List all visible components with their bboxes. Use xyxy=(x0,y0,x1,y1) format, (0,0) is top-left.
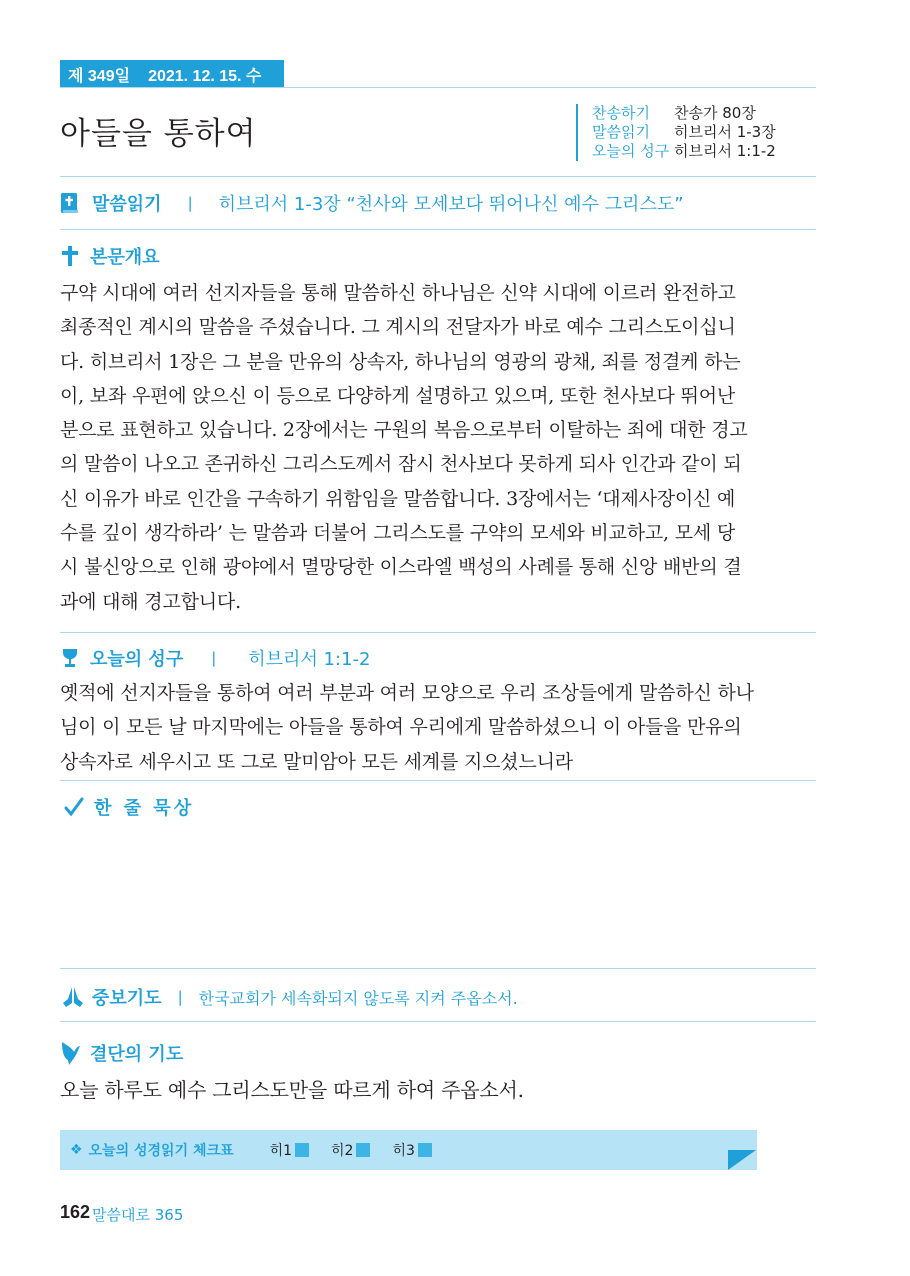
header-rule xyxy=(60,87,816,88)
decision-title: 결단의 기도 xyxy=(90,1044,184,1065)
info-row-verse xyxy=(592,142,776,161)
check-item-label: 히1 xyxy=(269,1143,292,1159)
summary-title: 본문개요 xyxy=(90,247,160,268)
date-tab xyxy=(60,60,284,88)
info-value: 히브리서 1-3장 xyxy=(674,123,776,141)
text-line: 신 이유가 바로 인간을 구속하기 위함임을 말씀합니다. 3장에서는 ‘대제사장이신 예 xyxy=(60,487,736,510)
check-item-3[interactable] xyxy=(392,1140,431,1160)
text-line: 시 불신앙으로 인해 광야에서 멸망당한 이스라엘 백성의 사례를 통해 신앙 배반의 결 xyxy=(60,556,742,579)
info-value: 찬송가 80장 xyxy=(674,104,756,122)
reading-reference: 히브리서 1-3장 “천사와 모세보다 뛰어나신 예수 그리스도” xyxy=(218,194,684,215)
text-line: 수를 깊이 생각하라’ 는 말씀과 더불어 그리스도를 구약의 모세와 비교하고, 모세 당 xyxy=(60,522,735,545)
checklist-title: 오늘의 성경읽기 체크표 xyxy=(88,1143,234,1159)
page-title: 아들을 통하여 xyxy=(60,116,257,152)
divider xyxy=(60,632,816,633)
checkbox[interactable] xyxy=(356,1143,370,1157)
intercession-title: 중보기도 xyxy=(92,988,162,1009)
verse-body xyxy=(60,676,816,779)
text-line: 님이 이 모든 날 마지막에는 아들을 통하여 우리에게 말씀하셨으니 이 아들을 만유의 xyxy=(60,716,742,739)
checkbox[interactable] xyxy=(418,1143,432,1157)
check-item-label: 히2 xyxy=(331,1143,354,1159)
text-line: 상속자로 세우시고 또 그로 말미암아 모든 세계를 지으셨느니라 xyxy=(60,750,573,773)
divider xyxy=(60,176,816,177)
reading-checklist-bar xyxy=(60,1130,757,1170)
verse-header xyxy=(60,645,370,671)
daily-info-box xyxy=(576,104,776,161)
meditation-title: 한 줄 묵상 xyxy=(94,798,195,819)
text-line: 최종적인 계시의 말씀을 주셨습니다. 그 계시의 전달자가 바로 예수 그리스도이십니 xyxy=(60,316,736,339)
text-line: 의 말씀이 나오고 존귀하신 그리스도께서 잠시 천사보다 못하게 되사 인간과 같이 되 xyxy=(60,453,742,476)
check-item-label: 히3 xyxy=(392,1143,415,1159)
date-text: 2021. 12. 15. 수 xyxy=(148,67,262,85)
info-value: 히브리서 1:1-2 xyxy=(674,142,776,160)
verse-reference: 히브리서 1:1-2 xyxy=(248,649,371,670)
page-curl-icon xyxy=(728,1150,756,1170)
verse-title: 오늘의 성구 xyxy=(90,649,184,670)
day-number: 제 349일 xyxy=(68,67,131,85)
diamond-bullet-icon: ❖ xyxy=(70,1142,83,1158)
chalice-icon xyxy=(60,647,80,669)
checkmark-icon xyxy=(64,796,84,818)
intercession-text: 한국교회가 세속화되지 않도록 지켜 주옵소서. xyxy=(198,988,518,1008)
meditation-header xyxy=(64,794,194,820)
check-item-1[interactable] xyxy=(270,1140,309,1160)
decision-header xyxy=(60,1040,183,1066)
checkbox[interactable] xyxy=(295,1143,309,1157)
decision-text: 오늘 하루도 예수 그리스도만을 따르게 하여 주옵소서. xyxy=(60,1078,524,1102)
text-line: 옛적에 선지자들을 통하여 여러 부분과 여러 모양으로 우리 조상들에게 말씀하신 하나 xyxy=(60,682,754,704)
text-line: 이, 보좌 우편에 앉으신 이 등으로 다양하게 설명하고 있으며, 또한 천사보다 뛰어난 xyxy=(60,384,735,407)
book-title: 말씀대로 365 xyxy=(92,1206,184,1224)
check-item-2[interactable] xyxy=(331,1140,370,1160)
meditation-writing-area[interactable] xyxy=(60,830,816,960)
divider xyxy=(60,780,816,781)
divider xyxy=(60,229,816,230)
info-row-hymn xyxy=(592,104,776,123)
separator: | xyxy=(187,194,193,212)
separator: | xyxy=(211,649,217,667)
summary-header xyxy=(60,243,160,269)
text-line: 다. 히브리서 1장은 그 분을 만유의 상속자, 하나님의 영광의 광채, 죄를 정결케 하는 xyxy=(60,350,741,373)
text-line: 과에 대해 경고합니다. xyxy=(60,590,241,613)
divider xyxy=(60,1021,816,1022)
info-row-reading xyxy=(592,123,776,142)
praying-hands-icon xyxy=(60,985,86,1009)
text-line: 분으로 표현하고 있습니다. 2장에서는 구원의 복음으로부터 이탈하는 죄에 대한 경고 xyxy=(60,419,748,442)
info-label: 말씀읽기 xyxy=(592,123,650,141)
reading-header xyxy=(60,190,684,216)
text-line: 구약 시대에 여러 선지자들을 통해 말씀하신 하나님은 신약 시대에 이르러 완전하고 xyxy=(60,282,736,304)
info-label: 찬송하기 xyxy=(592,104,650,122)
intercession-header xyxy=(60,984,518,1010)
divider xyxy=(60,968,816,969)
dove-icon xyxy=(60,1040,82,1066)
reading-title: 말씀읽기 xyxy=(92,194,162,215)
page-number: 162 xyxy=(60,1202,91,1222)
separator: | xyxy=(177,988,183,1006)
info-label: 오늘의 성구 xyxy=(592,142,670,160)
cross-icon xyxy=(60,245,80,267)
summary-body xyxy=(60,276,816,619)
bible-icon xyxy=(60,192,80,214)
